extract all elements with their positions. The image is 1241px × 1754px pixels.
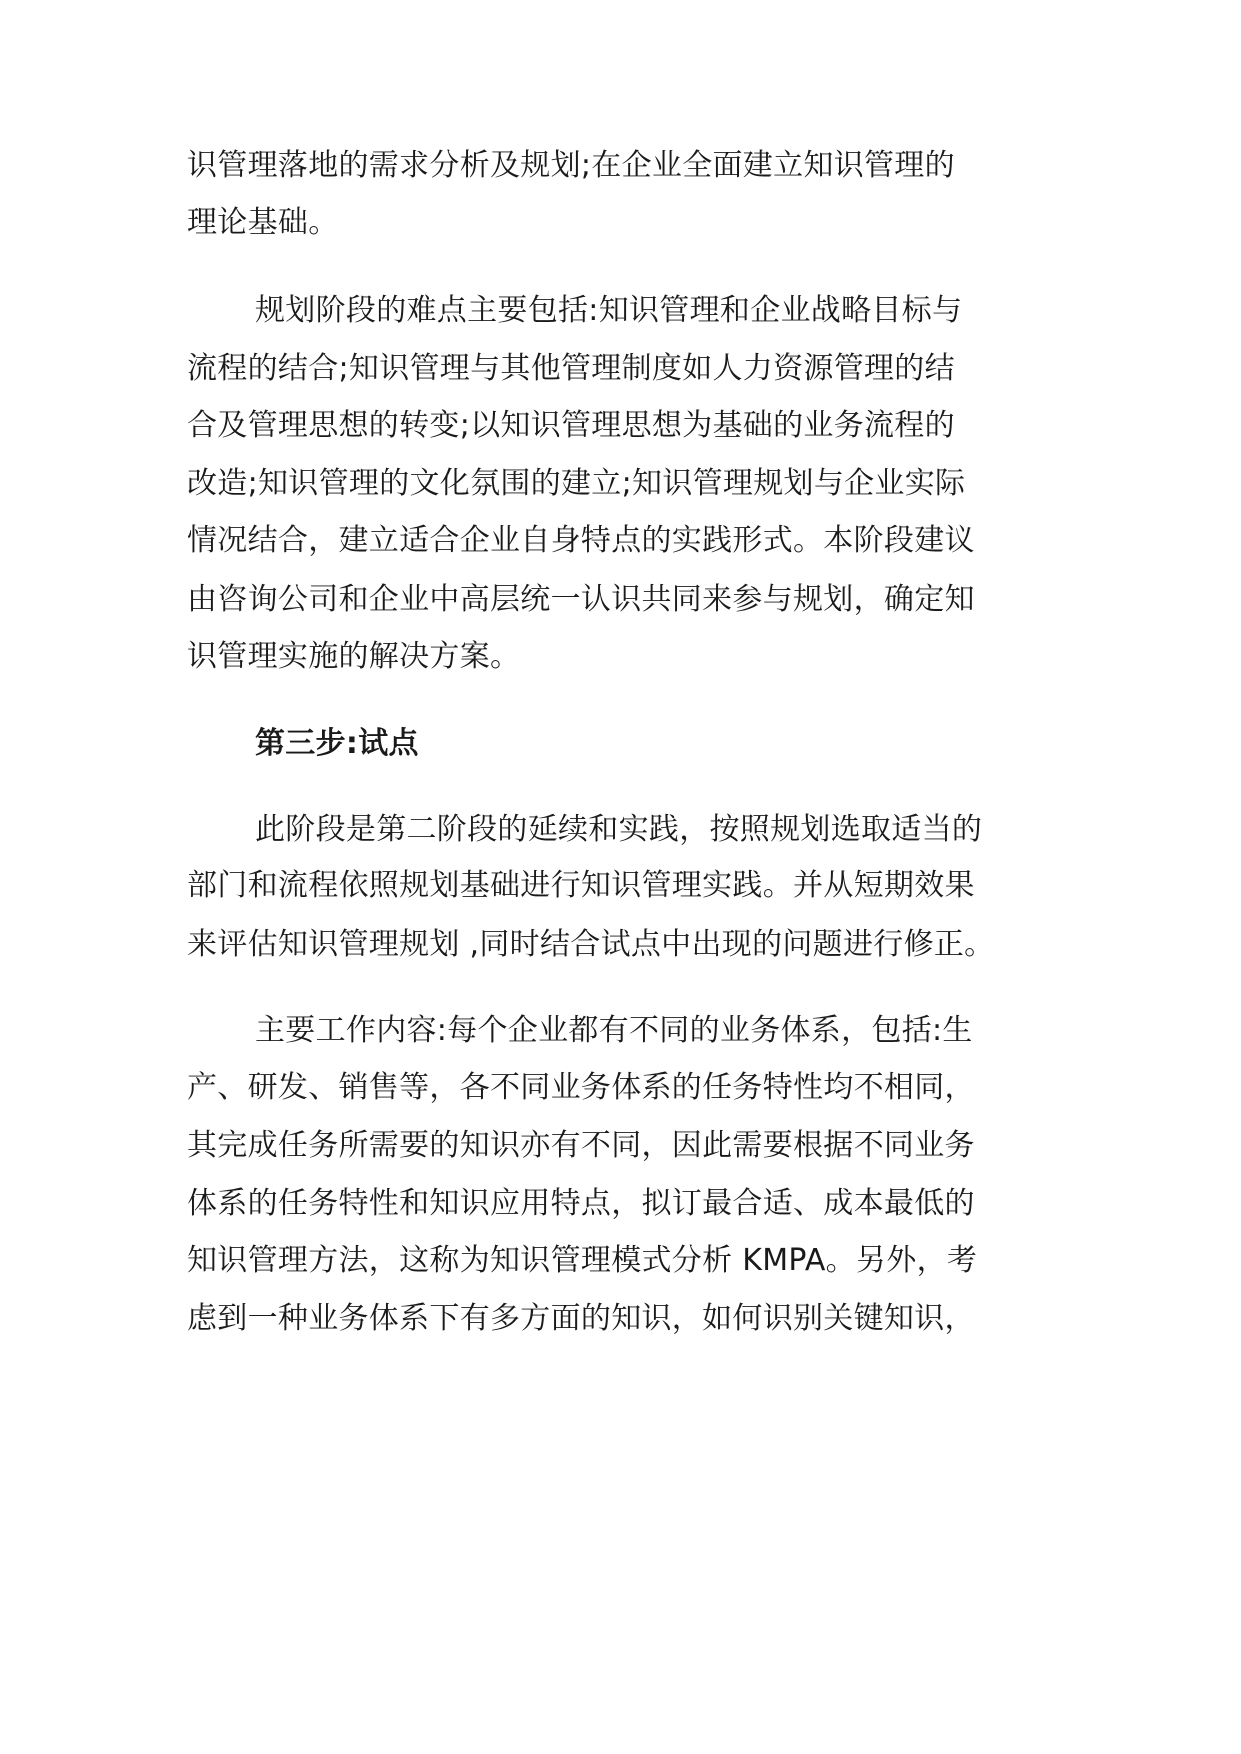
paragraph-2-line-4: 改造;知识管理的文化氛围的建立;知识管理规划与企业实际 bbox=[187, 466, 966, 501]
paragraph-2-line-2: 流程的结合;知识管理与其他管理制度如人力资源管理的结 bbox=[187, 351, 955, 386]
paragraph-2-line-1: 规划阶段的难点主要包括:知识管理和企业战略目标与 bbox=[255, 293, 963, 328]
paragraph-1-line-2: 理论基础。 bbox=[187, 205, 339, 240]
paragraph-4-line-2: 产、研发、销售等，各不同业务体系的任务特性均不相同， bbox=[187, 1070, 975, 1105]
paragraph-2-line-3: 合及管理思想的转变;以知识管理思想为基础的业务流程的 bbox=[187, 408, 955, 443]
paragraph-4-line-1: 主要工作内容:每个企业都有不同的业务体系，包括:生 bbox=[255, 1013, 973, 1048]
paragraph-2-line-5: 情况结合，建立适合企业自身特点的实践形式。本阶段建议 bbox=[187, 523, 975, 558]
paragraph-3-line-1: 此阶段是第二阶段的延续和实践，按照规划选取适当的 bbox=[255, 812, 983, 847]
paragraph-4-line-6: 虑到一种业务体系下有多方面的知识，如何识别关键知识， bbox=[187, 1301, 975, 1336]
paragraph-4-line-4: 体系的任务特性和知识应用特点，拟订最合适、成本最低的 bbox=[187, 1186, 975, 1221]
paragraph-4-line-5: 知识管理方法，这称为知识管理模式分析 KMPA。另外，考 bbox=[187, 1243, 978, 1278]
section-heading: 第三步:试点 bbox=[255, 726, 419, 761]
paragraph-2-line-7: 识管理实施的解决方案。 bbox=[187, 639, 521, 674]
paragraph-1-line-1: 识管理落地的需求分析及规划;在企业全面建立知识管理的 bbox=[187, 148, 955, 183]
paragraph-2-line-6: 由咨询公司和企业中高层统一认识共同来参与规划，确定知 bbox=[187, 582, 975, 617]
paragraph-4-line-3: 其完成任务所需要的知识亦有不同，因此需要根据不同业务 bbox=[187, 1128, 975, 1163]
paragraph-3-line-3: 来评估知识管理规划 ,同时结合试点中出现的问题进行修正。 bbox=[187, 927, 995, 962]
paragraph-3-line-2: 部门和流程依照规划基础进行知识管理实践。并从短期效果 bbox=[187, 868, 975, 903]
